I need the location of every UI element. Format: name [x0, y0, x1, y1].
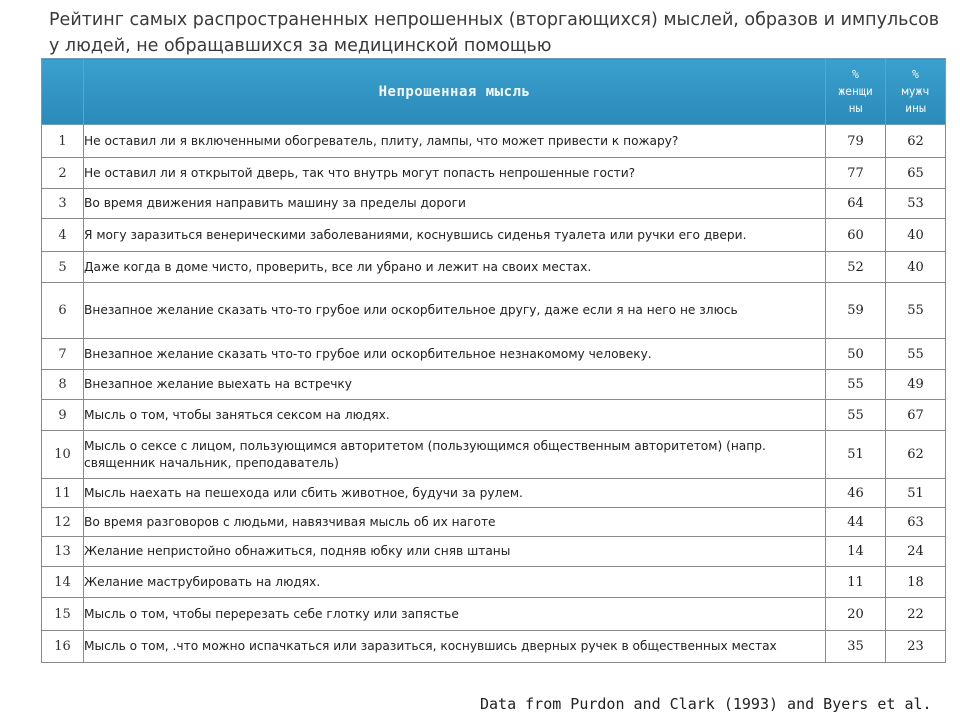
header-men-line-2: мужч	[901, 84, 930, 98]
table-row	[42, 189, 946, 219]
row-thought: Во время движения направить машину за пределы дороги	[84, 189, 826, 219]
row-men-percent: 62	[886, 125, 946, 158]
row-number: 8	[42, 370, 84, 400]
row-thought: Не оставил ли я открытой дверь, так что внутрь могут попасть непрошенные гости?	[84, 158, 826, 189]
table-row	[42, 400, 946, 431]
row-thought: Внезапное желание выехать на встречку	[84, 370, 826, 400]
header-thought: Непрошенная мысль	[84, 59, 826, 125]
row-women-percent: 11	[826, 567, 886, 598]
row-women-percent: 77	[826, 158, 886, 189]
page-title: Рейтинг самых распространенных непрошенных (вторгающихся) мыслей, образов и импульсов у людей, не обращавшихся за медицинской помощью	[49, 10, 940, 56]
row-men-percent: 63	[886, 508, 946, 537]
row-thought: Внезапное желание сказать что-то грубое или оскорбительное незнакомому человеку.	[84, 339, 826, 370]
row-thought: Я могу заразиться венерическими заболеваниями, коснувшись сиденья туалета или ручки его двери.	[84, 219, 826, 252]
row-thought: Мысль о том, чтобы перерезать себе глотку или запястье	[84, 598, 826, 631]
row-number: 1	[42, 125, 84, 158]
row-thought: Мысль о том, чтобы заняться сексом на людях.	[84, 400, 826, 431]
row-number: 12	[42, 508, 84, 537]
row-men-percent: 49	[886, 370, 946, 400]
row-women-percent: 51	[826, 431, 886, 479]
header-women-line-2: женщи	[838, 84, 873, 98]
row-men-percent: 23	[886, 631, 946, 663]
row-women-percent: 59	[826, 283, 886, 339]
row-men-percent: 67	[886, 400, 946, 431]
row-thought: Мысль о том, .что можно испачкаться или заразиться, коснувшись дверных ручек в общественных местах	[84, 631, 826, 663]
row-thought: Внезапное желание сказать что-то грубое или оскорбительное другу, даже если я на него не злюсь	[84, 283, 826, 339]
row-women-percent: 64	[826, 189, 886, 219]
row-women-percent: 50	[826, 339, 886, 370]
row-women-percent: 55	[826, 400, 886, 431]
row-number: 4	[42, 219, 84, 252]
table-row	[42, 219, 946, 252]
row-number: 10	[42, 431, 84, 479]
header-women-percent	[826, 59, 886, 125]
table-row	[42, 598, 946, 631]
row-number: 6	[42, 283, 84, 339]
row-thought: Не оставил ли я включенными обогреватель, плиту, лампы, что может привести к пожару?	[84, 125, 826, 158]
row-men-percent: 55	[886, 339, 946, 370]
header-men-percent	[886, 59, 946, 125]
table-row	[42, 370, 946, 400]
row-men-percent: 18	[886, 567, 946, 598]
row-men-percent: 62	[886, 431, 946, 479]
row-thought: Мысль наехать на пешехода или сбить животное, будучи за рулем.	[84, 479, 826, 508]
row-men-percent: 22	[886, 598, 946, 631]
row-number: 2	[42, 158, 84, 189]
header-men-line-1: %	[912, 67, 919, 81]
table-row	[42, 339, 946, 370]
row-men-percent: 40	[886, 252, 946, 283]
source-note: Data from Purdon and Clark (1993) and Byers et al.	[480, 695, 932, 713]
row-men-percent: 40	[886, 219, 946, 252]
table-row	[42, 431, 946, 479]
table-row	[42, 479, 946, 508]
table-row	[42, 567, 946, 598]
table-row	[42, 283, 946, 339]
row-thought: Даже когда в доме чисто, проверить, все ли убрано и лежит на своих местах.	[84, 252, 826, 283]
header-women-line-1: %	[852, 67, 859, 81]
row-number: 15	[42, 598, 84, 631]
table-row	[42, 631, 946, 663]
row-women-percent: 60	[826, 219, 886, 252]
row-thought: Желание маструбировать на людях.	[84, 567, 826, 598]
table-row	[42, 252, 946, 283]
thoughts-table-container	[41, 58, 945, 658]
header-number	[42, 59, 84, 125]
row-number: 16	[42, 631, 84, 663]
row-thought: Мысль о сексе с лицом, пользующимся авторитетом (пользующимся общественным авторитетом) (напр. священник начальник, преподаватель)	[84, 431, 826, 479]
row-women-percent: 46	[826, 479, 886, 508]
table-row	[42, 158, 946, 189]
row-number: 7	[42, 339, 84, 370]
table-row	[42, 537, 946, 567]
row-men-percent: 51	[886, 479, 946, 508]
row-men-percent: 55	[886, 283, 946, 339]
table-row	[42, 125, 946, 158]
row-women-percent: 55	[826, 370, 886, 400]
header-men-line-3: ины	[905, 101, 926, 115]
row-men-percent: 24	[886, 537, 946, 567]
table-row	[42, 508, 946, 537]
row-thought: Желание непристойно обнажиться, подняв юбку или сняв штаны	[84, 537, 826, 567]
header-women-line-3: ны	[848, 101, 863, 115]
row-number: 11	[42, 479, 84, 508]
row-women-percent: 79	[826, 125, 886, 158]
thoughts-table	[41, 58, 946, 663]
row-thought: Во время разговоров с людьми, навязчивая мысль об их наготе	[84, 508, 826, 537]
row-number: 3	[42, 189, 84, 219]
row-number: 5	[42, 252, 84, 283]
row-women-percent: 14	[826, 537, 886, 567]
row-women-percent: 20	[826, 598, 886, 631]
row-women-percent: 52	[826, 252, 886, 283]
row-number: 9	[42, 400, 84, 431]
row-women-percent: 44	[826, 508, 886, 537]
row-men-percent: 53	[886, 189, 946, 219]
row-number: 14	[42, 567, 84, 598]
row-men-percent: 65	[886, 158, 946, 189]
row-number: 13	[42, 537, 84, 567]
table-header-row	[42, 59, 946, 125]
row-women-percent: 35	[826, 631, 886, 663]
